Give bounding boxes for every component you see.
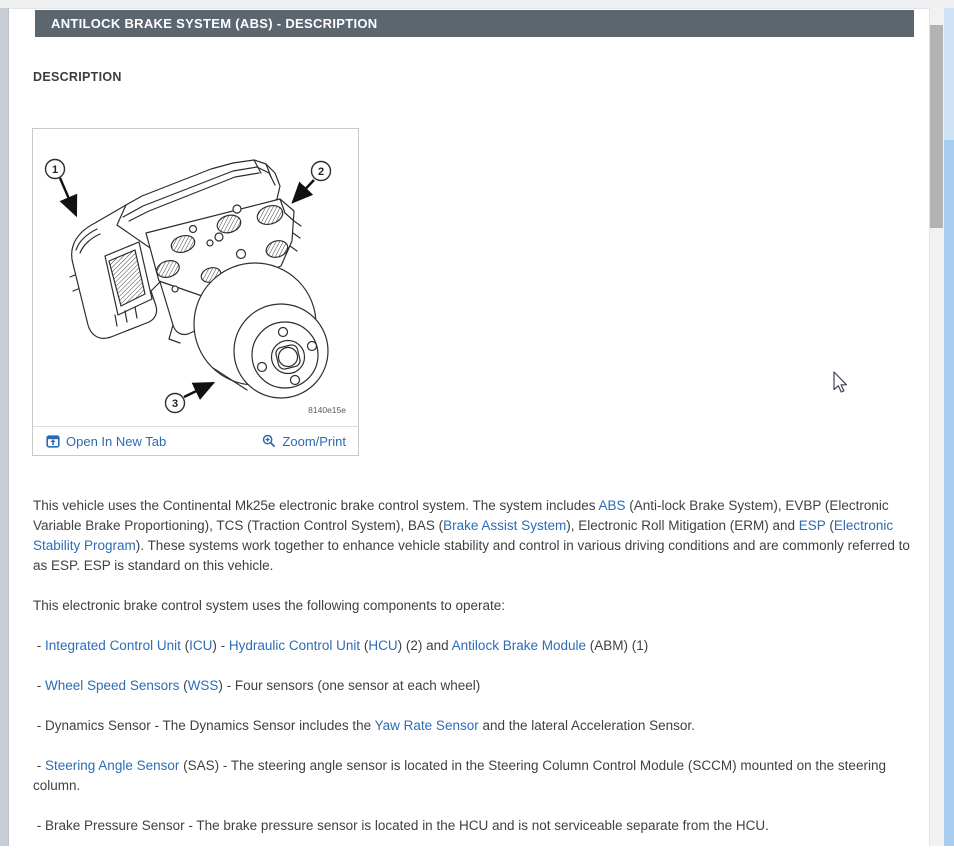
text-link[interactable]: WSS	[187, 678, 219, 693]
right-edge-strip	[944, 140, 954, 846]
text-run: (ABM) (1)	[586, 638, 649, 653]
text-run: ) -	[212, 638, 229, 653]
text-run: (	[180, 638, 190, 653]
article-title: ANTILOCK BRAKE SYSTEM (ABS) - DESCRIPTION	[51, 16, 378, 31]
text-run: -	[33, 638, 46, 653]
figure-code: 8140e15e	[308, 405, 346, 415]
text-run: ). These systems work together to enhance vehicle stability and control in various driving conditions and are commonly referred to as ESP. ESP is standard on this vehicle.	[33, 538, 914, 573]
figure-card	[32, 128, 359, 456]
text-link[interactable]: Wheel Speed Sensors	[45, 678, 180, 693]
text-run: (Anti-lock Brake System), EVBP (Electronic Variable Brake Proportioning), TCS (Traction Control System), BAS (	[33, 498, 893, 533]
abs-unit-linework	[70, 160, 328, 398]
text-run: This vehicle uses the Continental Mk25e electronic brake control system. The system includes	[33, 498, 599, 513]
open-in-new-tab-label: Open In New Tab	[66, 433, 167, 449]
text-run: - Dynamics Sensor - The Dynamics Sensor includes the	[33, 718, 375, 733]
paragraph	[33, 596, 918, 616]
right-edge-strip	[944, 8, 954, 140]
callout-2: 2	[317, 166, 325, 178]
text-link[interactable]: ABS	[598, 498, 626, 513]
list-item	[33, 716, 918, 736]
text-link[interactable]: Steering Angle Sensor	[45, 758, 180, 773]
text-link[interactable]: ICU	[189, 638, 213, 653]
description-text	[33, 496, 918, 856]
text-link[interactable]: Antilock Brake Module	[451, 638, 586, 653]
text-run: (	[825, 518, 834, 533]
open-in-new-tab-link[interactable]	[46, 434, 166, 449]
figure-footer	[33, 426, 358, 455]
text-run: - Brake Pressure Sensor - The brake pressure sensor is located in the HCU and is not serviceable separate from the HCU.	[33, 818, 769, 833]
text-run: (	[179, 678, 188, 693]
text-run: and the lateral Acceleration Sensor.	[478, 718, 695, 733]
text-run: (SAS) - The steering angle sensor is located in the Steering Column Control Module (SCCM) mounted on the steering column.	[33, 758, 890, 793]
text-link[interactable]: ESP	[798, 518, 826, 533]
list-item	[33, 816, 918, 836]
paragraph	[33, 496, 918, 576]
open-in-new-tab-icon	[46, 434, 60, 448]
text-link[interactable]: Yaw Rate Sensor	[374, 718, 479, 733]
text-link[interactable]: Hydraulic Control Unit	[228, 638, 361, 653]
list-item	[33, 676, 918, 696]
scrollbar-thumb[interactable]	[930, 25, 943, 228]
callout-3: 3	[171, 398, 179, 410]
text-link[interactable]: Integrated Control Unit	[45, 638, 181, 653]
top-window-strip	[0, 0, 954, 9]
zoom-print-link[interactable]	[262, 434, 346, 449]
list-item	[33, 636, 918, 656]
section-heading: DESCRIPTION	[33, 70, 122, 84]
text-run: -	[33, 758, 46, 773]
abs-unit-diagram[interactable]	[33, 129, 358, 425]
text-run: -	[33, 678, 46, 693]
text-run: ) - Four sensors (one sensor at each wheel)	[218, 678, 481, 693]
callout-1: 1	[51, 164, 59, 176]
text-link[interactable]: Brake Assist System	[443, 518, 567, 533]
zoom-magnifier-icon	[262, 434, 276, 448]
text-run: This electronic brake control system uses the following components to operate:	[33, 598, 505, 613]
text-run: (	[360, 638, 369, 653]
list-item	[33, 756, 918, 796]
left-window-strip	[0, 8, 9, 846]
mouse-cursor	[832, 371, 850, 393]
text-link[interactable]: Electronic Stability Program	[33, 518, 897, 553]
text-run: ), Electronic Roll Mitigation (ERM) and	[566, 518, 799, 533]
article-title-bar	[35, 10, 914, 37]
zoom-print-label: Zoom/Print	[282, 433, 346, 449]
text-run: ) (2) and	[397, 638, 452, 653]
text-link[interactable]: HCU	[368, 638, 398, 653]
